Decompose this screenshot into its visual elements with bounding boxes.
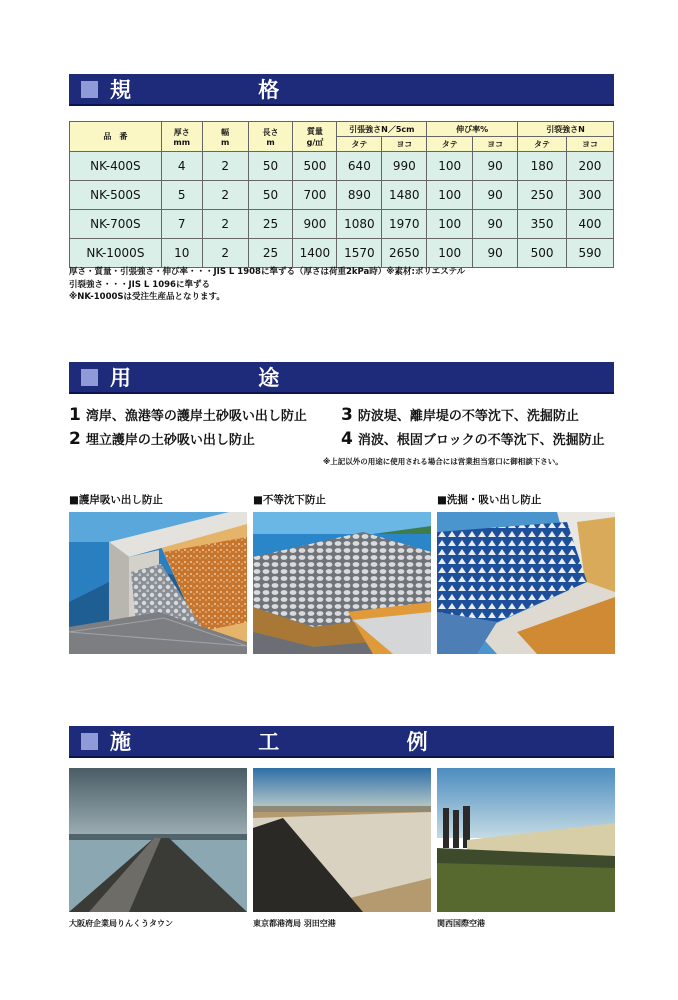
spec-section-bar	[69, 74, 614, 106]
table-cell: 90	[473, 152, 518, 181]
product-code-cell: NK-400S	[70, 152, 162, 181]
note-line: 厚さ・質量・引張強さ・伸び率・・・JIS L 1908に準ずる（厚さは荷重2kPa時）※素材:ポリエステル	[69, 267, 466, 277]
table-cell: 1970	[382, 210, 427, 239]
table-cell: 590	[566, 239, 613, 268]
note-line: ※NK-1000Sは受注生産品となります。	[69, 292, 225, 302]
table-row	[70, 210, 614, 239]
examples-section-bar	[69, 726, 614, 758]
haneda-airport-photo	[253, 768, 431, 912]
header-mass: 質量 g/㎡	[293, 122, 337, 152]
table-cell: 700	[293, 181, 337, 210]
note-line: 引裂強さ・・・JIS L 1096に準ずる	[69, 279, 210, 290]
table-cell: 400	[566, 210, 613, 239]
table-row	[70, 239, 614, 268]
usage-section-title: 用 途	[110, 366, 340, 390]
section-square-icon	[81, 733, 98, 750]
table-cell: 90	[473, 210, 518, 239]
illustration-caption: ■不等沈下防止	[253, 494, 326, 506]
table-cell: 1480	[382, 181, 427, 210]
table-cell: 500	[518, 239, 567, 268]
table-cell: 250	[518, 181, 567, 210]
header-thickness: 厚さ mm	[161, 122, 202, 152]
table-cell: 350	[518, 210, 567, 239]
table-cell: 890	[337, 181, 382, 210]
subheader-tate: タテ	[427, 137, 473, 152]
usage-item: 1 湾岸、漁港等の護岸土砂吸い出し防止	[69, 405, 307, 425]
table-cell: 100	[427, 181, 473, 210]
spec-notes	[69, 266, 465, 304]
usage-note: ※上記以外の用途に使用される場合には営業担当窓口に御相談下さい。	[323, 457, 563, 466]
illustration-caption: ■洗掘・吸い出し防止	[437, 494, 542, 506]
header-item: 品 番	[70, 122, 162, 152]
table-cell: 25	[248, 210, 293, 239]
product-code-cell: NK-700S	[70, 210, 162, 239]
usage-item: 3 防波堤、離岸堤の不等沈下、洗掘防止	[341, 405, 579, 425]
header-width: 幅 m	[202, 122, 248, 152]
product-code-cell: NK-1000S	[70, 239, 162, 268]
subheader-tate: タテ	[518, 137, 567, 152]
table-cell: 2	[202, 239, 248, 268]
table-cell: 2	[202, 181, 248, 210]
product-code-cell: NK-500S	[70, 181, 162, 210]
illustration-caption: ■護岸吸い出し防止	[69, 494, 163, 506]
examples-section-title: 施 工 例	[110, 730, 488, 754]
subheader-yoko: ヨコ	[473, 137, 518, 152]
header-tensile: 引張強さN／5cm	[337, 122, 427, 137]
table-cell: 500	[293, 152, 337, 181]
table-cell: 25	[248, 239, 293, 268]
table-cell: 5	[161, 181, 202, 210]
table-row	[70, 152, 614, 181]
table-cell: 1400	[293, 239, 337, 268]
table-cell: 100	[427, 239, 473, 268]
table-cell: 4	[161, 152, 202, 181]
subheader-tate: タテ	[337, 137, 382, 152]
table-cell: 100	[427, 152, 473, 181]
table-cell: 1570	[337, 239, 382, 268]
table-cell: 2	[202, 210, 248, 239]
usage-section-bar	[69, 362, 614, 394]
spec-table	[69, 121, 614, 268]
table-cell: 10	[161, 239, 202, 268]
spec-section-title: 規 格	[110, 78, 340, 102]
scour-illustration	[437, 512, 615, 654]
subheader-yoko: ヨコ	[382, 137, 427, 152]
table-cell: 640	[337, 152, 382, 181]
table-cell: 90	[473, 181, 518, 210]
header-elongation: 伸び率%	[427, 122, 518, 137]
table-header-row	[70, 122, 614, 137]
usage-item: 4 消波、根固ブロックの不等沈下、洗掘防止	[341, 429, 605, 449]
table-cell: 900	[293, 210, 337, 239]
table-cell: 990	[382, 152, 427, 181]
table-cell: 2650	[382, 239, 427, 268]
table-cell: 300	[566, 181, 613, 210]
photo-caption: 東京都港湾局 羽田空港	[253, 919, 336, 928]
revetment-illustration	[69, 512, 247, 654]
header-tear: 引裂強さN	[518, 122, 614, 137]
table-cell: 200	[566, 152, 613, 181]
table-cell: 180	[518, 152, 567, 181]
settlement-illustration	[253, 512, 431, 654]
table-cell: 100	[427, 210, 473, 239]
table-cell: 50	[248, 181, 293, 210]
header-length: 長さ m	[248, 122, 293, 152]
section-square-icon	[81, 81, 98, 98]
table-cell: 2	[202, 152, 248, 181]
photo-caption: 関西国際空港	[437, 919, 485, 928]
photo-caption: 大阪府企業局りんくうタウン	[69, 919, 173, 928]
usage-item: 2 埋立護岸の土砂吸い出し防止	[69, 429, 255, 449]
kansai-airport-photo	[437, 768, 615, 912]
section-square-icon	[81, 369, 98, 386]
table-cell: 1080	[337, 210, 382, 239]
table-cell: 90	[473, 239, 518, 268]
table-cell: 7	[161, 210, 202, 239]
table-cell: 50	[248, 152, 293, 181]
subheader-yoko: ヨコ	[566, 137, 613, 152]
rinku-town-photo	[69, 768, 247, 912]
table-row	[70, 181, 614, 210]
